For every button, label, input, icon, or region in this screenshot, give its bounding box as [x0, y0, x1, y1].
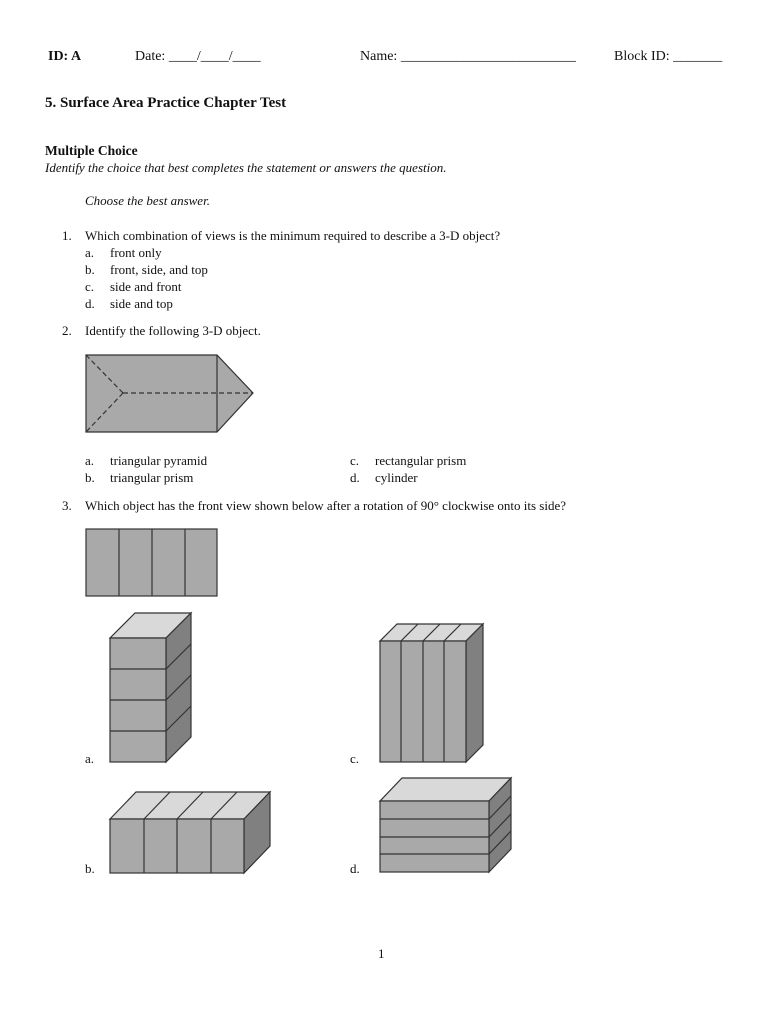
option-c[interactable]: [85, 279, 181, 295]
option-text: cylinder: [375, 470, 418, 485]
option-b[interactable]: [85, 262, 208, 278]
option-a-label[interactable]: a.: [85, 751, 95, 766]
option-text: triangular pyramid: [110, 453, 208, 468]
student-id: ID: A: [48, 49, 82, 64]
section-heading: Multiple Choice: [45, 143, 138, 158]
option-letter: d.: [85, 296, 95, 311]
sub-instruction: Choose the best answer.: [85, 193, 210, 208]
option-letter: a.: [85, 245, 95, 260]
option-letter: b.: [85, 470, 95, 485]
option-text: rectangular prism: [375, 453, 467, 468]
option-d-label[interactable]: d.: [350, 861, 360, 876]
option-text: triangular prism: [110, 470, 194, 485]
question-text: Identify the following 3-D object.: [85, 323, 261, 338]
name-field[interactable]: Name: _________________________: [360, 49, 576, 64]
option-b-figure[interactable]: [109, 791, 272, 875]
page-title: 5. Surface Area Practice Chapter Test: [45, 95, 287, 111]
option-c[interactable]: [350, 453, 466, 469]
option-letter: c.: [350, 453, 360, 468]
question-text: Which object has the front view shown below after a rotation of 90° clockwise onto its side?: [85, 498, 567, 513]
option-d[interactable]: [85, 296, 173, 312]
page-number: 1: [378, 946, 385, 961]
option-letter: d.: [350, 470, 360, 485]
option-letter: a.: [85, 453, 95, 468]
option-a[interactable]: [85, 453, 207, 469]
front-view-figure: [85, 528, 219, 598]
block-id-field[interactable]: Block ID: _______: [614, 49, 723, 64]
option-b[interactable]: [85, 470, 193, 486]
option-text: front only: [110, 245, 162, 260]
option-letter: c.: [85, 279, 95, 294]
question-number: 1.: [62, 228, 72, 243]
option-text: front, side, and top: [110, 262, 208, 277]
option-letter: b.: [85, 262, 95, 277]
section-instruction: Identify the choice that best completes the statement or answers the question.: [45, 160, 447, 175]
date-field[interactable]: Date: ____/____/____: [135, 49, 261, 64]
option-d-figure[interactable]: [379, 777, 513, 875]
question-number: 2.: [62, 323, 72, 338]
option-c-label[interactable]: c.: [350, 751, 360, 766]
option-d[interactable]: [350, 470, 418, 486]
triangular-prism-figure: [85, 354, 257, 436]
option-text: side and top: [110, 296, 173, 311]
option-a[interactable]: [85, 245, 162, 261]
option-text: side and front: [110, 279, 182, 294]
option-a-figure[interactable]: [109, 612, 193, 764]
option-c-figure[interactable]: [379, 623, 485, 764]
option-b-label[interactable]: b.: [85, 861, 95, 876]
question-text: Which combination of views is the minimum required to describe a 3-D object?: [85, 228, 501, 243]
question-number: 3.: [62, 498, 72, 513]
